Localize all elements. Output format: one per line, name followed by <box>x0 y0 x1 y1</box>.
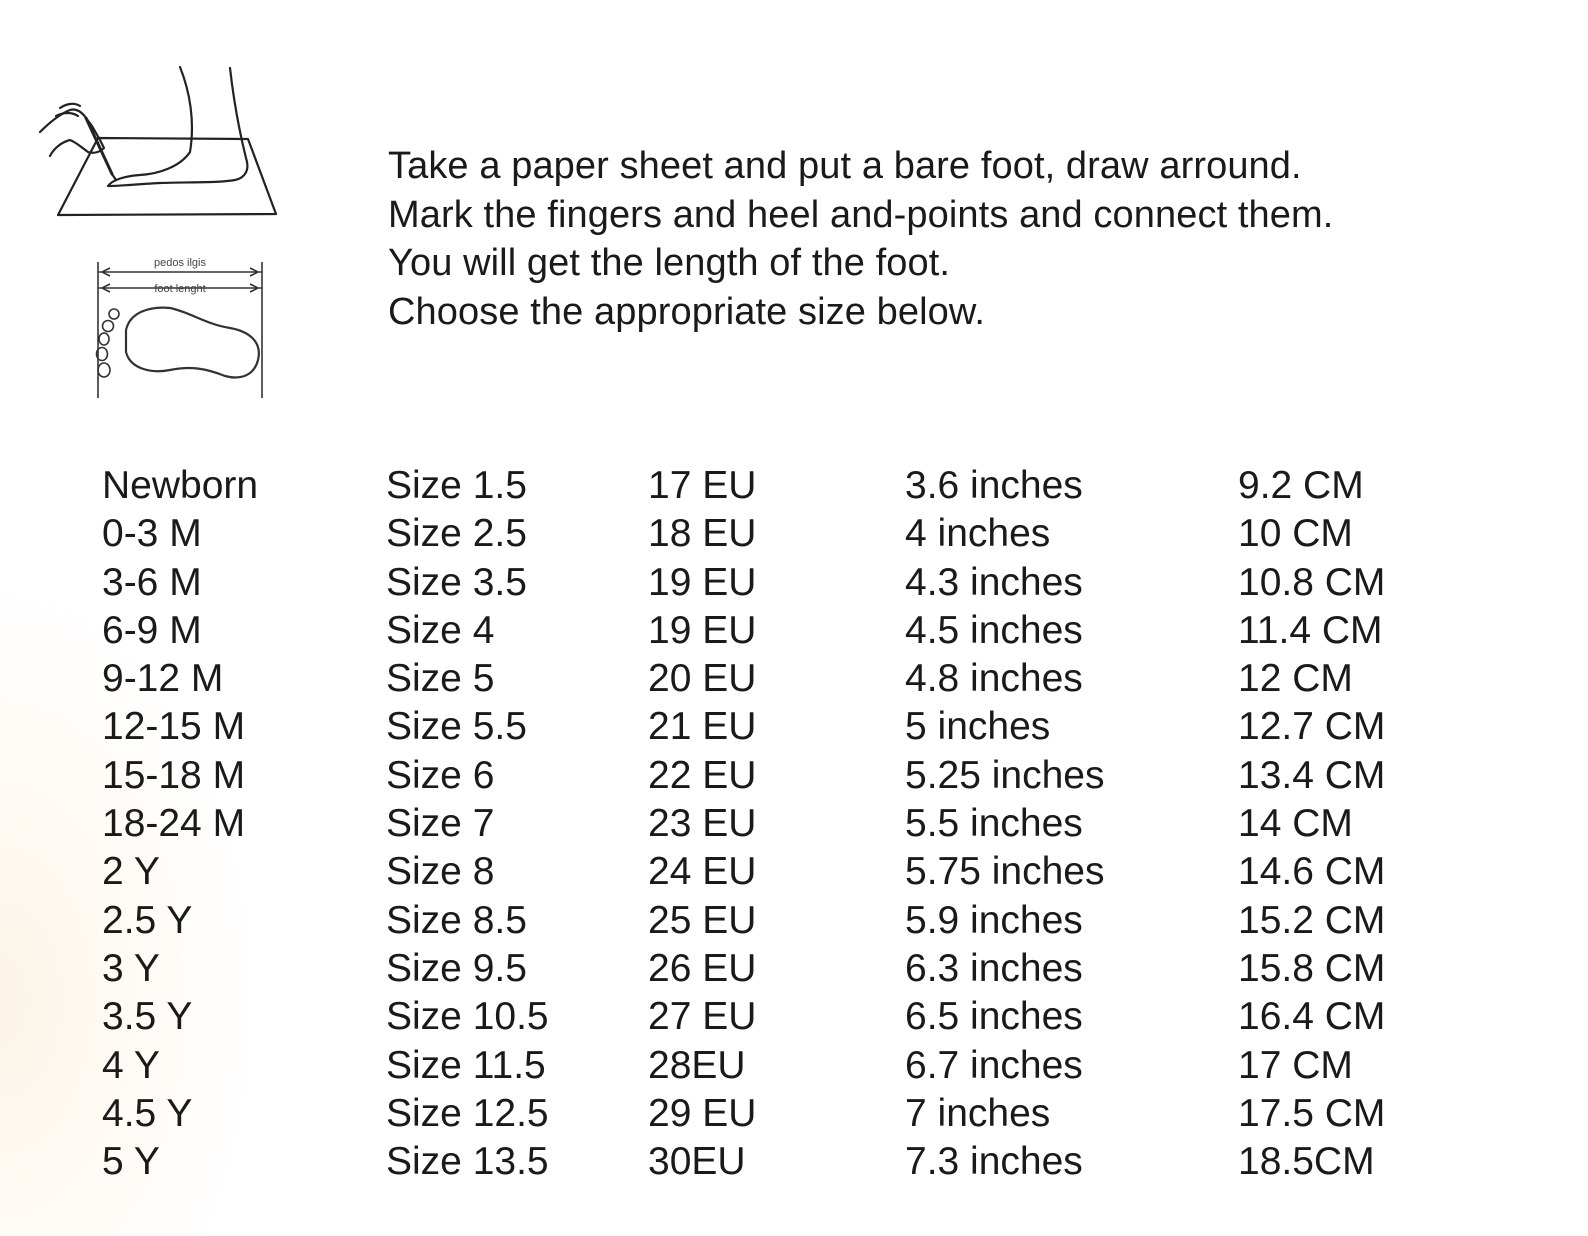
cell-eu-size: 18 EU <box>648 512 757 556</box>
cell-inches: 5.25 inches <box>905 753 1105 797</box>
cell-cm: 10.8 CM <box>1238 560 1386 604</box>
label-pedos-ilgis: pedos ilgis <box>154 257 206 269</box>
cell-us-size: Size 8.5 <box>386 898 527 942</box>
cell-us-size: Size 3.5 <box>386 560 527 604</box>
cell-inches: 3.6 inches <box>905 464 1083 507</box>
table-row <box>102 559 1522 607</box>
cell-age: 4 Y <box>102 1043 160 1087</box>
table-row <box>102 510 1522 558</box>
cell-inches: 4 inches <box>905 512 1051 556</box>
table-row <box>102 607 1522 655</box>
cell-age: 15-18 M <box>102 753 246 797</box>
cell-age: 5 Y <box>102 1140 160 1184</box>
cell-eu-size: 17 EU <box>648 464 757 507</box>
cell-cm: 17 CM <box>1238 1043 1353 1087</box>
cell-cm: 14 CM <box>1238 802 1353 846</box>
cell-age: 3 Y <box>102 946 160 990</box>
foot-measurement-illustration <box>30 62 290 412</box>
toe-3 <box>99 333 109 345</box>
cell-cm: 11.4 CM <box>1238 608 1383 652</box>
cell-eu-size: 19 EU <box>648 560 757 604</box>
table-row <box>102 1090 1522 1138</box>
cell-eu-size: 25 EU <box>648 898 757 942</box>
cell-inches: 6.7 inches <box>905 1043 1083 1087</box>
cell-us-size: Size 2.5 <box>386 512 527 556</box>
cell-us-size: Size 12.5 <box>386 1091 549 1135</box>
hand-finger-line <box>60 104 80 108</box>
foot-outline <box>108 67 247 186</box>
cell-cm: 13.4 CM <box>1238 753 1386 797</box>
table-row <box>102 1042 1522 1090</box>
cell-inches: 6.3 inches <box>905 946 1083 990</box>
cell-age: 2.5 Y <box>102 898 193 942</box>
cell-inches: 7 inches <box>905 1091 1051 1135</box>
cell-eu-size: 19 EU <box>648 608 757 652</box>
sole-outline <box>126 308 259 378</box>
cell-eu-size: 29 EU <box>648 1091 757 1135</box>
table-row <box>102 800 1522 848</box>
cell-cm: 12 CM <box>1238 657 1353 701</box>
cell-age: Newborn <box>102 464 259 507</box>
cell-eu-size: 22 EU <box>648 753 757 797</box>
cell-cm: 17.5 CM <box>1238 1091 1386 1135</box>
cell-cm: 16.4 CM <box>1238 995 1386 1039</box>
cell-inches: 4.8 inches <box>905 657 1083 701</box>
cell-inches: 5 inches <box>905 705 1051 749</box>
cell-age: 4.5 Y <box>102 1091 193 1135</box>
cell-cm: 10 CM <box>1238 512 1353 556</box>
instruction-line-1: Take a paper sheet and put a bare foot, draw arround. <box>388 145 1302 187</box>
cell-us-size: Size 4 <box>386 608 495 652</box>
foot-drawing-icon <box>30 62 290 412</box>
instruction-line-4: Choose the appropriate size below. <box>388 290 986 333</box>
table-row <box>102 462 1522 510</box>
cell-cm: 18.5CM <box>1238 1140 1375 1184</box>
cell-age: 3.5 Y <box>102 995 193 1039</box>
cell-eu-size: 20 EU <box>648 657 757 701</box>
cell-cm: 14.6 CM <box>1238 850 1386 894</box>
instruction-line-2: Mark the fingers and heel and-points and connect them. <box>388 193 1334 236</box>
cell-us-size: Size 5 <box>386 657 495 701</box>
table-row <box>102 703 1522 751</box>
cell-age: 6-9 M <box>102 608 202 652</box>
cell-age: 0-3 M <box>102 512 202 556</box>
cell-cm: 15.2 CM <box>1238 898 1386 942</box>
instruction-line-3: You will get the length of the foot. <box>388 242 951 284</box>
cell-age: 18-24 M <box>102 802 246 846</box>
table-row <box>102 945 1522 993</box>
label-foot-length: foot lenght <box>154 283 206 295</box>
cell-us-size: Size 9.5 <box>386 946 527 990</box>
cell-cm: 15.8 CM <box>1238 946 1386 990</box>
instructions-block <box>388 142 1508 336</box>
cell-us-size: Size 1.5 <box>386 464 527 507</box>
cell-eu-size: 26 EU <box>648 946 757 990</box>
pencil-tip <box>112 174 116 180</box>
cell-inches: 5.5 inches <box>905 802 1083 846</box>
hand-finger-line-2 <box>56 113 78 116</box>
cell-eu-size: 27 EU <box>648 995 757 1039</box>
cell-us-size: Size 5.5 <box>386 705 527 749</box>
cell-inches: 4.3 inches <box>905 560 1083 604</box>
cell-eu-size: 28EU <box>648 1043 746 1087</box>
cell-eu-size: 23 EU <box>648 802 757 846</box>
cell-inches: 6.5 inches <box>905 995 1083 1039</box>
table-row <box>102 848 1522 896</box>
cell-us-size: Size 10.5 <box>386 995 549 1039</box>
cell-eu-size: 30EU <box>648 1140 746 1184</box>
cell-us-size: Size 8 <box>386 850 495 894</box>
cell-age: 9-12 M <box>102 657 224 701</box>
table-row <box>102 1138 1522 1186</box>
cell-us-size: Size 11.5 <box>386 1043 546 1087</box>
size-table <box>102 462 1522 1186</box>
toe-1 <box>109 309 119 319</box>
toe-2 <box>103 321 114 332</box>
table-row <box>102 752 1522 800</box>
cell-inches: 5.75 inches <box>905 850 1105 894</box>
table-row <box>102 897 1522 945</box>
cell-age: 2 Y <box>102 850 160 894</box>
table-row <box>102 655 1522 703</box>
cell-eu-size: 24 EU <box>648 850 757 894</box>
cell-inches: 4.5 inches <box>905 608 1083 652</box>
cell-age: 3-6 M <box>102 560 202 604</box>
cell-us-size: Size 6 <box>386 753 495 797</box>
cell-us-size: Size 13.5 <box>386 1140 549 1184</box>
cell-us-size: Size 7 <box>386 802 495 846</box>
cell-age: 12-15 M <box>102 705 246 749</box>
cell-eu-size: 21 EU <box>648 705 757 749</box>
table-row <box>102 993 1522 1041</box>
toe-5 <box>98 363 110 377</box>
cell-inches: 5.9 inches <box>905 898 1083 942</box>
pencil-shape <box>86 118 112 174</box>
cell-inches: 7.3 inches <box>905 1140 1083 1184</box>
cell-cm: 9.2 CM <box>1238 464 1364 507</box>
cell-cm: 12.7 CM <box>1238 705 1386 749</box>
